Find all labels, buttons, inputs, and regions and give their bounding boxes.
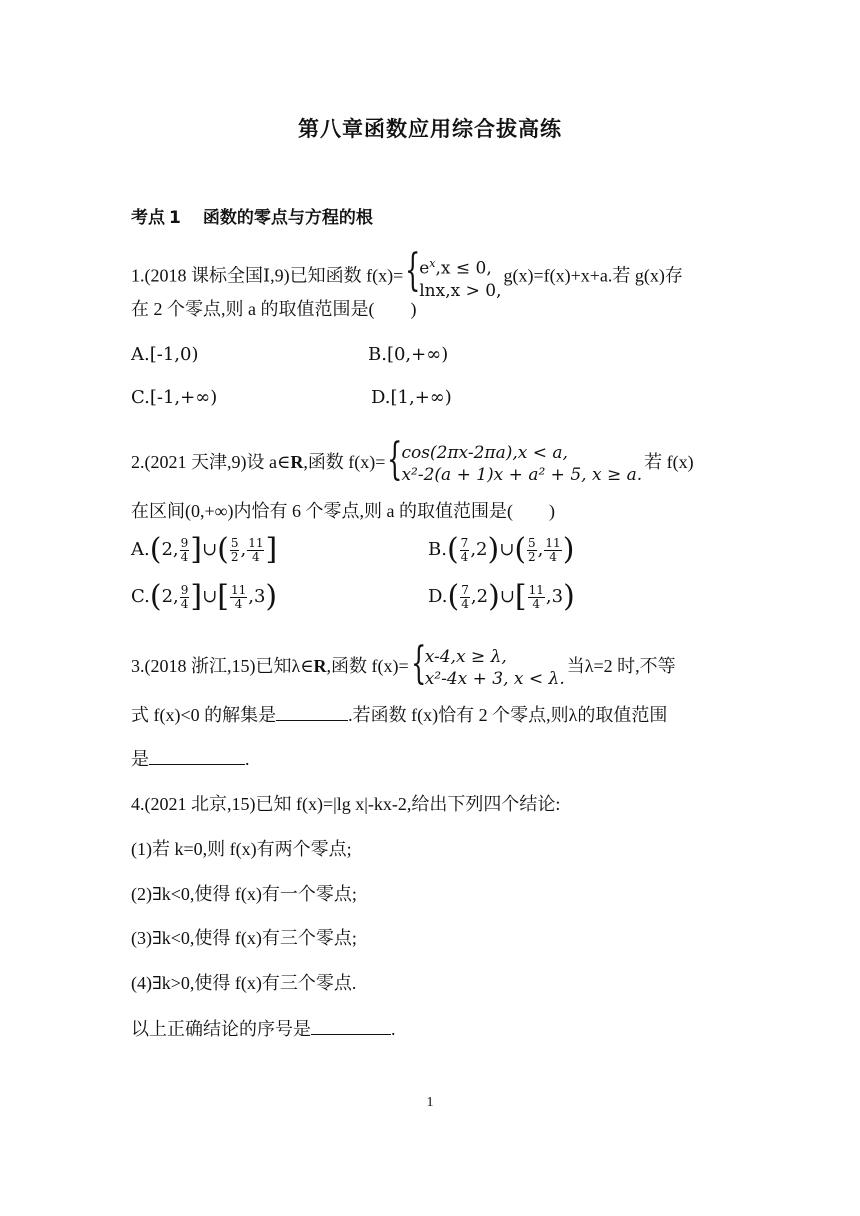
q1-prefix: 1.(2018 课标全国Ⅰ,9)已知函数 f(x)=	[131, 265, 404, 286]
page-title: 第八章函数应用综合拔高练	[298, 117, 562, 141]
question-2-line-1	[131, 434, 694, 486]
q4-conclusion-3: (3)∃k<0,使得 f(x)有三个零点;	[131, 928, 357, 948]
q2-a-frac1: $\frac{9}{4}$	[180, 535, 189, 564]
q3-line2-a: 式 f(x)<0 的解集是	[131, 705, 277, 725]
q2-d-label: D.	[428, 586, 448, 607]
q2-b-cup: ∪	[499, 539, 515, 560]
q2-c-frac2: $\frac{11}{4}$	[230, 582, 247, 611]
q2-option-d: D.( $\frac{7}{4}$ ,2)∪[ $\frac{11}{4}$ ,3)	[428, 579, 575, 614]
q3-line3-b: .	[245, 749, 250, 769]
q1-option-d: D.[1,+∞)	[371, 387, 452, 408]
q2-c-text: 2,	[161, 586, 179, 607]
q1-option-a: A.[-1,0)	[131, 344, 199, 365]
q2-b-frac3: $\frac{11}{4}$	[545, 535, 561, 564]
q2-b-frac1: $\frac{7}{4}$	[460, 535, 469, 564]
q4-answer-prompt: 以上正确结论的序号是	[131, 1019, 311, 1039]
question-3-line-2	[131, 702, 667, 727]
q2-c-cup: ∪	[202, 586, 218, 607]
q1-case1: e	[419, 258, 430, 279]
q3-piecewise: { x-4,x ≥ λ, x²-4x + 3, x < λ.	[410, 638, 565, 689]
q2-c-label: C.	[131, 586, 150, 607]
page-number: 1	[426, 1095, 434, 1110]
q2-real-set: R	[290, 452, 304, 473]
q4-answer-period: .	[391, 1019, 396, 1039]
q2-a-cup: ∪	[202, 539, 218, 560]
question-1-line-1	[131, 245, 683, 302]
q3-answer-blank-2[interactable]	[149, 746, 245, 765]
question-1-line-2: 在 2 个零点,则 a 的取值范围是( )	[131, 299, 417, 319]
q2-a-text: 2,	[161, 539, 179, 560]
q2-d-text: ,2	[470, 586, 489, 607]
q2-option-a: A.(2, $\frac{9}{4}$ ]∪( $\frac{5}{2}$ , $\frac{11}{4}$ ]	[131, 532, 278, 567]
q2-c-frac1: $\frac{9}{4}$	[180, 582, 189, 611]
q2-a-label: A.	[131, 539, 150, 560]
q3-line3-a: 是	[131, 749, 149, 769]
q2-c-text2: ,3	[248, 586, 266, 607]
q2-prefix: 2.(2021 天津,9)设 a∈	[131, 452, 291, 473]
q2-a-frac3: $\frac{11}{4}$	[248, 535, 264, 564]
q3-line2-b: .若函数 f(x)恰有 2 个零点,则λ的取值范围	[348, 705, 668, 725]
q2-b-frac2: $\frac{5}{2}$	[528, 535, 536, 564]
section-number: 1	[169, 208, 181, 228]
q4-conclusion-4: (4)∃k>0,使得 f(x)有三个零点.	[131, 973, 357, 993]
q2-suffix: 若 f(x)	[644, 452, 694, 473]
q4-conclusion-1: (1)若 k=0,则 f(x)有两个零点;	[131, 839, 352, 859]
q3-answer-blank-1[interactable]	[276, 702, 348, 721]
q2-option-b: B.( $\frac{7}{4}$ ,2)∪( $\frac{5}{2}$ , $\frac{11}{4}$ )	[428, 532, 575, 567]
q2-piecewise: { cos(2πx-2πa),x < a, x²-2(a + 1)x + a² + 5, x ≥ a.	[387, 434, 643, 485]
q4-answer-line	[131, 1016, 396, 1041]
q3-suffix: 当λ=2 时,不等	[566, 656, 676, 677]
q1-suffix: g(x)=f(x)+x+a.若 g(x)存	[503, 265, 683, 286]
section-heading	[131, 206, 373, 230]
q2-option-c: C.(2, $\frac{9}{4}$ ]∪[ $\frac{11}{4}$ ,3)	[131, 579, 278, 614]
q2-mid: ,函数 f(x)=	[303, 452, 386, 473]
question-3-line-3	[131, 746, 250, 771]
q2-case1: cos(2πx-2πa),x < a,	[401, 443, 568, 463]
q2-case2: x²-2(a + 1)x + a² + 5, x ≥ a.	[401, 465, 643, 485]
q2-d-text2: ,3	[545, 586, 564, 607]
section-label: 考点	[131, 208, 165, 228]
question-2-line-2: 在区间(0,+∞)内恰有 6 个零点,则 a 的取值范围是( )	[131, 501, 555, 521]
q3-case1: x-4,x ≥ λ,	[424, 647, 507, 667]
section-name: 函数的零点与方程的根	[202, 208, 373, 228]
q3-mid: ,函数 f(x)=	[326, 656, 409, 677]
question-3-line-1	[131, 638, 676, 690]
q3-case2: x²-4x + 3, x < λ.	[424, 669, 565, 689]
q1-piecewise: { $e^x,x \le 0$, lnx,x > 0,	[405, 245, 502, 301]
q2-b-label: B.	[428, 539, 447, 560]
q3-prefix: 3.(2018 浙江,15)已知λ∈	[131, 656, 314, 677]
q3-real-set: R	[313, 656, 327, 677]
q2-b-text: ,2	[470, 539, 488, 560]
q1-case1-sup: x	[429, 257, 436, 270]
q2-d-frac1: $\frac{7}{4}$	[461, 582, 469, 611]
q2-d-cup: ∪	[499, 586, 515, 607]
q1-option-b: B.[0,+∞)	[368, 344, 449, 365]
q4-answer-blank[interactable]	[311, 1016, 391, 1035]
q1-option-c: C.[-1,+∞)	[131, 387, 218, 408]
q2-d-frac2: $\frac{11}{4}$	[528, 582, 544, 611]
q1-case1-rest: ,x ≤ 0,	[435, 258, 492, 279]
q1-case2: lnx,x > 0,	[419, 280, 502, 301]
question-4-line-1: 4.(2021 北京,15)已知 f(x)=|lg x|-kx-2,给出下列四个结论:	[131, 794, 561, 814]
q2-a-frac2: $\frac{5}{2}$	[230, 535, 239, 564]
q4-conclusion-2: (2)∃k<0,使得 f(x)有一个零点;	[131, 884, 357, 904]
